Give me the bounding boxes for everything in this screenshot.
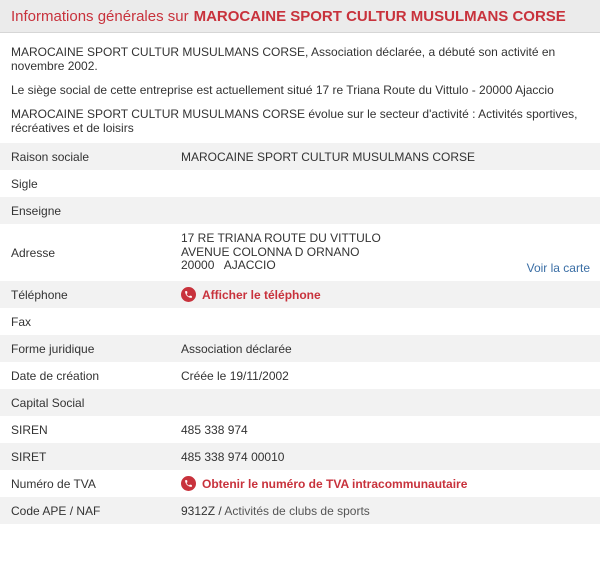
value-ape <box>170 497 600 524</box>
address-line-1: 17 RE TRIANA ROUTE DU VITTULO <box>181 231 381 246</box>
row-date-creation <box>0 362 600 389</box>
address-line-3: 20000 AJACCIO <box>181 258 276 273</box>
label-ape: Code APE / NAF <box>0 497 170 524</box>
value-forme-juridique: Association déclarée <box>170 335 600 362</box>
value-telephone <box>170 281 600 308</box>
label-sigle: Sigle <box>11 176 38 191</box>
value-capital-social <box>170 389 600 416</box>
row-raison-sociale <box>0 143 600 170</box>
show-phone-label: Afficher le téléphone <box>202 287 321 302</box>
intro-paragraph-sector: MAROCAINE SPORT CULTUR MUSULMANS CORSE évolue sur le secteur d'activité : Activités sportives, récréatives et de loisirs <box>11 107 578 135</box>
value-fax <box>170 308 600 335</box>
intro-text <box>0 33 600 143</box>
label-adresse: Adresse <box>11 245 56 260</box>
row-siren <box>0 416 600 443</box>
row-ape <box>0 497 600 524</box>
label-siret: SIRET <box>0 443 170 470</box>
label-fax: Fax <box>11 314 32 329</box>
label-siren: SIREN <box>11 422 48 437</box>
header-prefix: Informations générales sur <box>11 7 189 25</box>
label-date-creation: Date de création <box>11 368 100 383</box>
value-date-creation: Créée le 19/11/2002 <box>181 368 289 383</box>
row-telephone <box>0 281 600 308</box>
row-capital-social <box>0 389 600 416</box>
ape-separator: / <box>215 503 225 518</box>
get-tva-link[interactable] <box>181 476 467 491</box>
value-siret: 485 338 974 00010 <box>170 443 600 470</box>
value-enseigne <box>170 197 600 224</box>
company-info-table <box>0 143 600 524</box>
row-siret <box>0 443 600 470</box>
phone-icon <box>181 476 196 491</box>
address-line-2: AVENUE COLONNA D ORNANO <box>181 244 360 259</box>
row-enseigne <box>0 197 600 224</box>
header-company-name: MAROCAINE SPORT CULTUR MUSULMANS CORSE <box>193 7 566 25</box>
row-adresse <box>0 224 600 281</box>
ape-description: Activités de clubs de sports <box>224 503 370 518</box>
row-fax <box>0 308 600 335</box>
label-forme-juridique: Forme juridique <box>0 335 170 362</box>
label-raison-sociale: Raison sociale <box>0 143 170 170</box>
show-phone-link[interactable] <box>181 287 321 302</box>
phone-icon <box>181 287 196 302</box>
row-sigle <box>0 170 600 197</box>
intro-paragraph-activity: MAROCAINE SPORT CULTUR MUSULMANS CORSE, Association déclarée, a débuté son activité en novembre 2002. <box>11 45 556 73</box>
label-enseigne: Enseigne <box>0 197 170 224</box>
get-tva-label: Obtenir le numéro de TVA intracommunautaire <box>202 476 468 491</box>
value-tva <box>170 470 600 497</box>
value-raison-sociale: MAROCAINE SPORT CULTUR MUSULMANS CORSE <box>170 143 600 170</box>
row-forme-juridique <box>0 335 600 362</box>
value-sigle <box>170 170 600 197</box>
label-capital-social: Capital Social <box>0 389 170 416</box>
ape-code: 9312Z <box>181 503 216 518</box>
label-tva: Numéro de TVA <box>11 476 96 491</box>
value-adresse <box>170 224 600 281</box>
label-telephone: Téléphone <box>0 281 170 308</box>
value-siren: 485 338 974 <box>181 422 248 437</box>
view-map-link[interactable]: Voir la carte <box>526 260 590 275</box>
intro-paragraph-address: Le siège social de cette entreprise est actuellement situé 17 re Triana Route du Vittulo - 20000 Ajaccio <box>11 83 554 97</box>
row-tva <box>0 470 600 497</box>
section-header <box>0 0 600 33</box>
